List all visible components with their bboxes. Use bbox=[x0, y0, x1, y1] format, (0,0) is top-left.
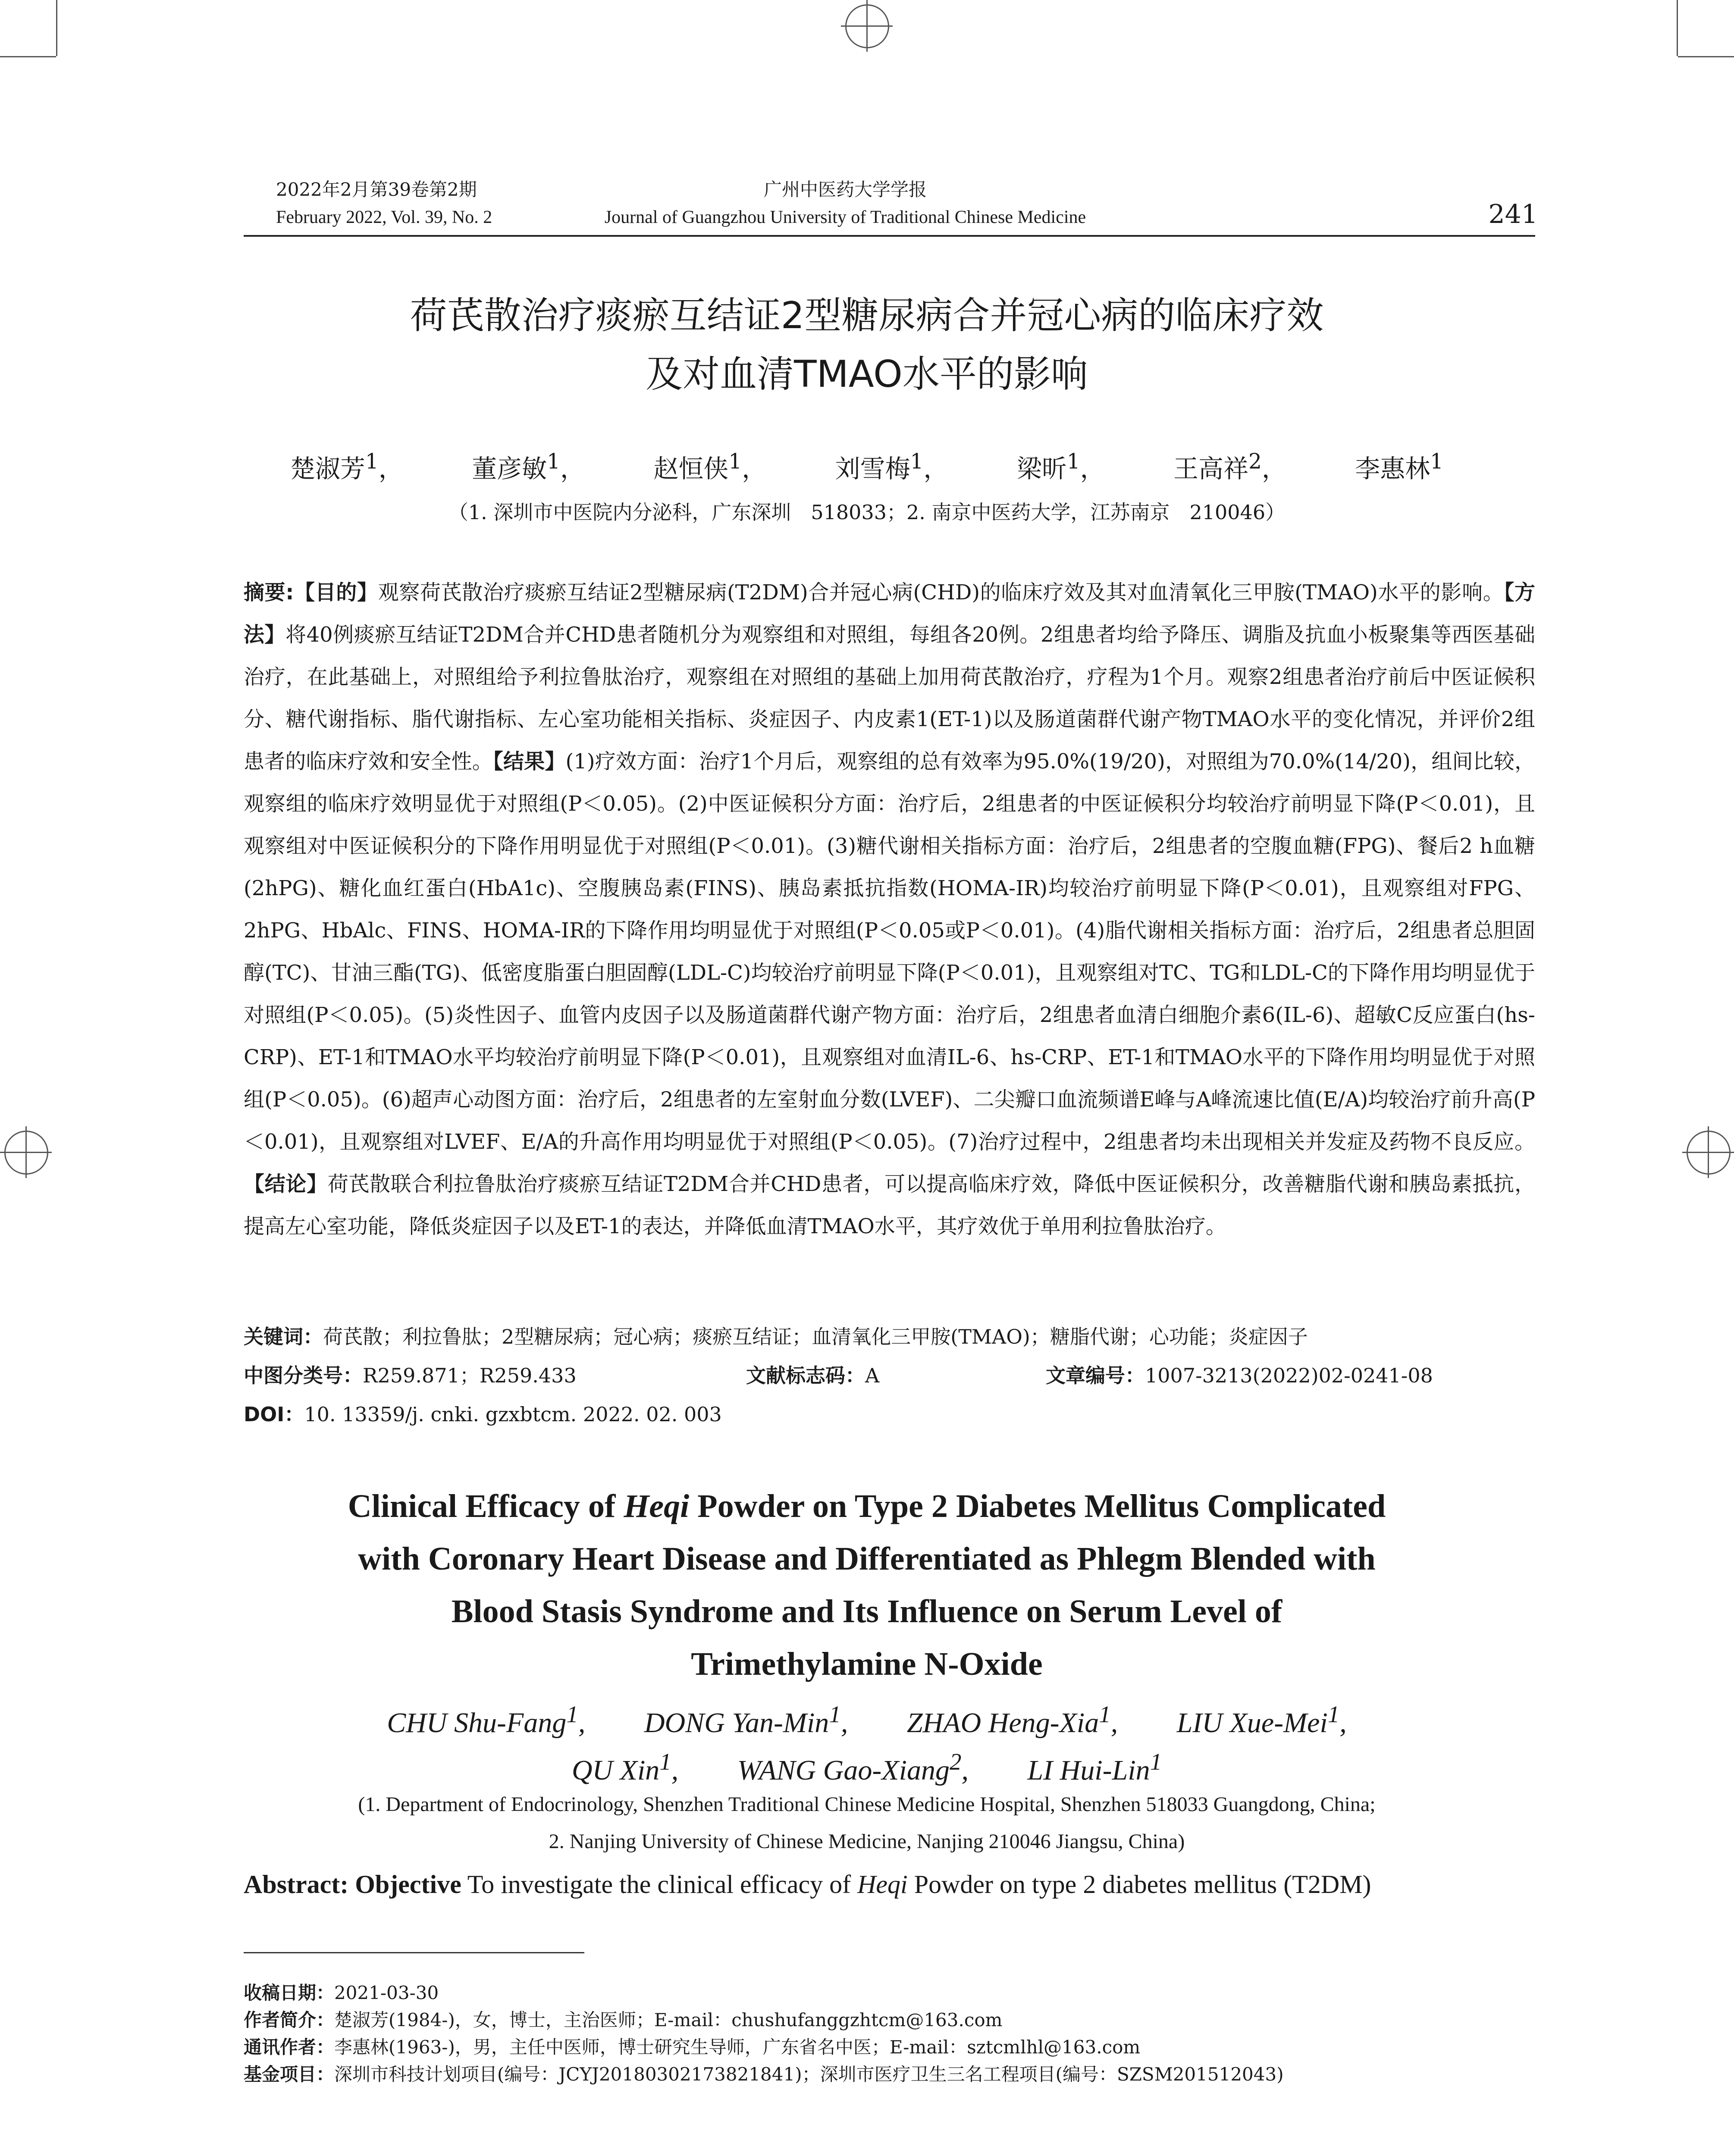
keywords-label: 关键词： bbox=[244, 1325, 323, 1348]
abstract-cn-results: (1)疗效方面：治疗1个月后，观察组的总有效率为95.0%(19/20)，对照组为70.0%(14/20)，组间比较，观察组的临床疗效明显优于对照组(P＜0.05)。(2)中医证候积分方面：治疗后，2组患者的中医证候积分均较治疗前明显下降(P＜0.01)，且观察组对中医证候积分的下降作用明显优于对照组(P＜0.01)。(3)糖代谢相关指标方面：治疗后，2组患者的空腹血糖(FPG)、餐后2 h血糖(2hPG)、糖化血红蛋白(HbA1c)、空腹胰岛素(FINS)、胰岛素抵抗指数(HOMA-IR)均较治疗前明显下降(P＜0.01)，且观察组对FPG、2hPG、HbAlc、FINS、HOMA-IR的下降作用均明显优于对照组(P＜0.05或P＜0.01)。(4)脂代谢相关指标方面：治疗后，2组患者总胆固醇(TC)、甘油三酯(TG)、低密度脂蛋白胆固醇(LDL-C)均较治疗前明显下降(P＜0.01)，且观察组对TC、TG和LDL-C的下降作用均明显优于对照组(P＜0.05)。(5)炎性因子、血管内皮因子以及肠道菌群代谢产物方面：治疗后，2组患者血清白细胞介素6(IL-6)、超敏C反应蛋白(hs-CRP)、ET-1和TMAO水平均较治疗前明显下降(P＜0.01)，且观察组对血清IL-6、hs-CRP、ET-1和TMAO水平的下降作用均明显优于对照组(P＜0.05)。(6)超声心动图方面：治疗后，2组患者的左室射血分数(LVEF)、二尖瓣口血流频谱E峰与A峰流速比值(E/A)均较治疗前升高(P＜0.01)，且观察组对LVEF、E/A的升高作用均明显优于对照组(P＜0.05)。(7)治疗过程中，2组患者均未出现相关并发症及药物不良反应。 bbox=[244, 749, 1535, 1154]
registration-mark-right bbox=[1682, 1126, 1734, 1178]
title-en-line-3: Blood Stasis Syndrome and Its Influence on Serum Level of bbox=[451, 1593, 1282, 1630]
registration-mark-top bbox=[841, 0, 893, 52]
title-en-line-4: Trimethylamine N-Oxide bbox=[691, 1646, 1043, 1682]
keywords bbox=[244, 1319, 1535, 1354]
author-en: CHU Shu-Fang$^1$, bbox=[387, 1701, 586, 1739]
footnote-author-bio: 作者简介：楚淑芳(1984-)，女，博士，主治医师；E-mail：chushufanggzhtcm@163.com bbox=[244, 2009, 1003, 2031]
doc-code-label: 文献标志码： bbox=[746, 1364, 865, 1387]
doc-code-value: A bbox=[865, 1364, 880, 1387]
title-cn-line-1: 荷芪散治疗痰瘀互结证2型糖尿病合并冠心病的临床疗效 bbox=[410, 294, 1324, 337]
footnote-received: 收稿日期：2021-03-30 bbox=[244, 1982, 439, 2003]
abstract-cn-methods: 将40例痰瘀互结证T2DM合并CHD患者随机分为观察组和对照组，每组各20例。2组患者均给予降压、调脂及抗血小板聚集等西医基础治疗，在此基础上，对照组给予利拉鲁肽治疗，观察组在对照组的基础上加用荷芪散治疗，疗程为1个月。观察2组患者治疗前后中医证候积分、糖代谢指标、脂代谢指标、左心室功能相关指标、炎症因子、内皮素1(ET-1)以及肠道菌群代谢产物TMAO水平的变化情况，并评价2组患者的临床疗效和安全性。 bbox=[244, 623, 1535, 774]
doi-label: DOI： bbox=[244, 1403, 304, 1426]
header-journal-cn: 广州中医药大学学报 bbox=[763, 179, 927, 200]
affiliation-en-line-2: 2. Nanjing University of Chinese Medicine, Nanjing 210046 Jiangsu, China) bbox=[549, 1830, 1185, 1853]
abstract-cn-label: 摘要: bbox=[244, 580, 294, 605]
crop-mark-tr-v bbox=[1677, 0, 1678, 56]
author-cn: 楚淑芳$^1$， bbox=[290, 449, 404, 483]
abstract-cn-results-label: 【结果】 bbox=[492, 749, 566, 774]
abstract-cn-conclusion: 荷芪散联合利拉鲁肽治疗痰瘀互结证T2DM合并CHD患者，可以提高临床疗效，降低中医证候积分，改善糖脂代谢和胰岛素抵抗，提高左心室功能，降低炎症因子以及ET-1的表达，并降低血清TMAO水平，其疗效优于单用利拉鲁肽治疗。 bbox=[244, 1172, 1535, 1238]
abstract-cn bbox=[244, 571, 1535, 1247]
article-no-label: 文章编号： bbox=[1046, 1364, 1145, 1387]
abstract-cn-methods-label: 【方法】 bbox=[244, 580, 1535, 647]
doi bbox=[244, 1397, 1535, 1432]
title-en-line-2: with Coronary Heart Disease and Differentiated as Phlegm Blended with bbox=[358, 1541, 1376, 1577]
abstract-cn-objective-label: 【目的】 bbox=[294, 580, 378, 605]
page-number: 241 bbox=[1488, 199, 1538, 229]
footnote-rule bbox=[244, 1952, 584, 1953]
author-cn: 梁昕$^1$， bbox=[1016, 449, 1105, 483]
registration-mark-left bbox=[0, 1126, 52, 1178]
title-cn-line-2: 及对血清TMAO水平的影响 bbox=[646, 353, 1088, 396]
author-en: LIU Xue-Mei$^1$, bbox=[1176, 1701, 1347, 1739]
affiliation-en-line-1: (1. Department of Endocrinology, Shenzhen Traditional Chinese Medicine Hospital, Shenzhen 518033 Guangdong, China; bbox=[358, 1793, 1376, 1816]
author-cn: 李惠林$^1$ bbox=[1355, 449, 1444, 483]
crop-mark-tl-h bbox=[0, 56, 56, 57]
author-cn: 刘雪梅$^1$， bbox=[835, 449, 949, 483]
author-cn: 董彦敏$^1$， bbox=[472, 449, 585, 483]
header-issue-cn: 2022年2月第39卷第2期 bbox=[276, 179, 477, 200]
footnotes bbox=[244, 1979, 1535, 2088]
abstract-en-objective-label: Objective bbox=[355, 1870, 461, 1899]
author-cn: 赵恒侠$^1$， bbox=[653, 449, 767, 483]
clc-label: 中图分类号： bbox=[244, 1364, 363, 1387]
abstract-en: Abstract: Objective To investigate the clinical efficacy of Heqi Powder on type 2 diabetes mellitus (T2DM) bbox=[244, 1870, 1371, 1899]
author-en: DONG Yan-Min$^1$, bbox=[644, 1701, 848, 1739]
footnote-funding: 基金项目：深圳市科技计划项目(编号：JCYJ20180302173821841)；深圳市医疗卫生三名工程项目(编号：SZSM201512043) bbox=[244, 2064, 1284, 2085]
footnote-corresponding: 通讯作者：李惠林(1963-)，男，主任中医师，博士研究生导师，广东省名中医；E-mail：sztcmlhl@163.com bbox=[244, 2037, 1141, 2058]
crop-mark-tl-v bbox=[56, 0, 57, 56]
abstract-en-label: Abstract: bbox=[244, 1870, 349, 1899]
affiliation-cn: （1. 深圳市中医院内分泌科，广东深圳 518033；2. 南京中医药大学，江苏南京 210046） bbox=[448, 501, 1286, 524]
author-en: LI Hui-Lin$^1$ bbox=[1027, 1749, 1162, 1786]
authors-cn bbox=[172, 448, 1561, 485]
author-en: WANG Gao-Xiang$^2$, bbox=[737, 1749, 969, 1786]
doi-link[interactable]: 10. 13359/j. cnki. gzxbtcm. 2022. 02. 003 bbox=[304, 1403, 722, 1426]
header-journal-en: Journal of Guangzhou University of Traditional Chinese Medicine bbox=[604, 207, 1086, 227]
author-en: QU Xin$^1$, bbox=[571, 1749, 679, 1786]
keywords-text: 荷芪散；利拉鲁肽；2型糖尿病；冠心病；痰瘀互结证；血清氧化三甲胺(TMAO)；糖脂代谢；心功能；炎症因子 bbox=[323, 1325, 1308, 1348]
clc-value: R259.871；R259.433 bbox=[363, 1364, 577, 1387]
header-issue-en: February 2022, Vol. 39, No. 2 bbox=[276, 207, 492, 227]
abstract-cn-objective: 观察荷芪散治疗痰瘀互结证2型糖尿病(T2DM)合并冠心病(CHD)的临床疗效及其对血清氧化三甲胺(TMAO)水平的影响。 bbox=[378, 580, 1504, 605]
header-rule bbox=[244, 235, 1535, 237]
abstract-cn-conclusion-label: 【结论】 bbox=[244, 1172, 328, 1196]
article-no-value: 1007-3213(2022)02-0241-08 bbox=[1145, 1364, 1433, 1387]
crop-mark-tr-h bbox=[1678, 56, 1734, 57]
title-en-line-1: Clinical Efficacy of Heqi Powder on Type 2 Diabetes Mellitus Complicated bbox=[348, 1488, 1386, 1524]
author-en: ZHAO Heng-Xia$^1$, bbox=[906, 1701, 1118, 1739]
author-cn: 王高祥$^2$， bbox=[1173, 449, 1287, 483]
